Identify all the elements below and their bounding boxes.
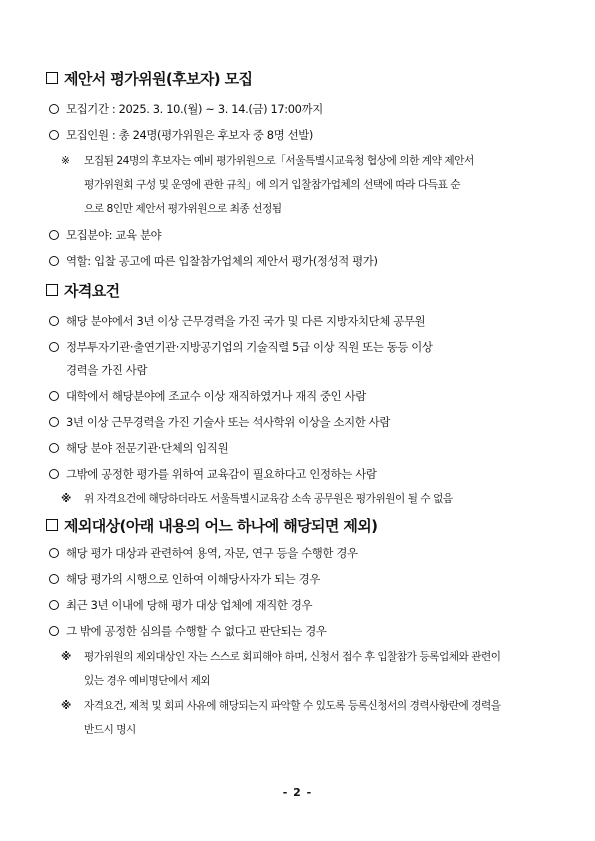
circle-bullet-icon	[49, 469, 59, 479]
note-line: 자격요건, 제척 및 회피 사유에 해당되는지 파악할 수 있도록 등록신청서의 경력사항란에 경력을	[84, 700, 501, 712]
item-text: 최근 3년 이내에 당해 평가 대상 업체에 재직한 경우	[66, 598, 313, 612]
circle-bullet-icon	[49, 342, 59, 352]
list-item	[46, 385, 561, 408]
note	[46, 645, 561, 693]
circle-bullet-icon	[49, 256, 59, 266]
note	[46, 149, 561, 221]
list-item	[46, 98, 561, 121]
circle-bullet-icon	[49, 443, 59, 453]
note-line: 반드시 명시	[84, 724, 136, 736]
note-line: 으로 8인만 제안서 평가위원으로 최종 선정됨	[84, 202, 282, 215]
checkbox-square-icon	[46, 284, 58, 296]
reference-mark: ※	[61, 493, 71, 505]
section-title-text: 제안서 평가위원(후보자) 모집	[64, 69, 253, 88]
circle-bullet-icon	[49, 417, 59, 427]
note-line: 위 자격요건에 해당하더라도 서울특별시교육감 소속 공무원은 평가위원이 될 수 없음	[84, 493, 453, 505]
note-line: 평가위원회 구성 및 운영에 관한 규칙」에 의거 입찰참가업체의 선택에 따라 다득표 순	[84, 178, 461, 191]
item-text: 3년 이상 근무경력을 가진 기술사 또는 석사학위 이상을 소지한 사람	[66, 415, 390, 429]
list-item	[46, 224, 561, 247]
section-title-text: 제외대상(아래 내용의 어느 하나에 해당되면 제외)	[64, 516, 378, 535]
note	[46, 694, 561, 742]
circle-bullet-icon	[49, 391, 59, 401]
list-item	[46, 463, 561, 486]
page-number: - 2 -	[282, 786, 313, 799]
item-text: 대학에서 해당분야에 조교수 이상 재직하였거나 재직 중인 사람	[66, 389, 366, 403]
list-item	[46, 336, 561, 382]
item-text: 그 밖에 공정한 심의를 수행할 수 없다고 판단되는 경우	[66, 624, 327, 638]
reference-mark: ※	[61, 154, 70, 167]
note-line: 있는 경우 예비명단에서 제외	[84, 675, 211, 687]
checkbox-square-icon	[46, 72, 58, 84]
circle-bullet-icon	[49, 600, 59, 610]
item-text: 해당 분야에서 3년 이상 근무경력을 가진 국가 및 다른 지방자치단체 공무원	[66, 314, 426, 328]
reference-mark: ※	[61, 700, 71, 712]
item-text: 모집인원 : 총 24명(평가위원은 후보자 중 8명 선발)	[66, 128, 314, 142]
section-title-exclusions	[46, 514, 561, 536]
item-text-continued: 경력을 가진 사람	[66, 363, 148, 377]
list-item	[46, 437, 561, 460]
item-text: 그밖에 공정한 평가를 위하여 교육감이 필요하다고 인정하는 사람	[66, 467, 377, 481]
reference-mark: ※	[61, 651, 71, 663]
item-text: 해당 평가 대상과 관련하여 용역, 자문, 연구 등을 수행한 경우	[66, 546, 358, 560]
list-item	[46, 542, 561, 565]
circle-bullet-icon	[49, 230, 59, 240]
circle-bullet-icon	[49, 130, 59, 140]
list-item	[46, 411, 561, 434]
item-text: 해당 평가의 시행으로 인하여 이해당사자가 되는 경우	[66, 572, 320, 586]
list-item	[46, 250, 561, 273]
note-line: 평가위원의 제외대상인 자는 스스로 회피해야 하며, 신청서 접수 후 입찰참가 등록업체와 관련이	[84, 651, 501, 663]
circle-bullet-icon	[49, 574, 59, 584]
list-item	[46, 124, 561, 147]
item-text: 역할: 입찰 공고에 따른 입찰참가업체의 제안서 평가(정성적 평가)	[66, 254, 378, 268]
section-title-recruitment	[46, 67, 561, 89]
item-text: 모집기간 : 2025. 3. 10.(월) ~ 3. 14.(금) 17:00까지	[66, 102, 323, 116]
section-title-qualifications	[46, 279, 561, 301]
section-recruitment	[46, 67, 561, 273]
section-title-text: 자격요건	[64, 281, 120, 300]
list-item	[46, 568, 561, 591]
checkbox-square-icon	[46, 519, 58, 531]
circle-bullet-icon	[49, 548, 59, 558]
circle-bullet-icon	[49, 626, 59, 636]
list-item	[46, 594, 561, 617]
circle-bullet-icon	[49, 316, 59, 326]
section-exclusions	[46, 514, 561, 742]
list-item	[46, 310, 561, 333]
item-text: 모집분야: 교육 분야	[66, 228, 162, 242]
item-text: 해당 분야 전문기관·단체의 임직원	[66, 441, 229, 455]
list-item	[46, 620, 561, 643]
circle-bullet-icon	[49, 104, 59, 114]
item-text: 정부투자기관·출연기관·지방공기업의 기술직렬 5급 이상 직원 또는 동등 이상	[66, 340, 433, 354]
note	[46, 487, 561, 511]
note-line: 모집된 24명의 후보자는 예비 평가위원으로「서울특별시교육청 협상에 의한 계약 제안서	[84, 154, 474, 167]
section-qualifications	[46, 279, 561, 511]
